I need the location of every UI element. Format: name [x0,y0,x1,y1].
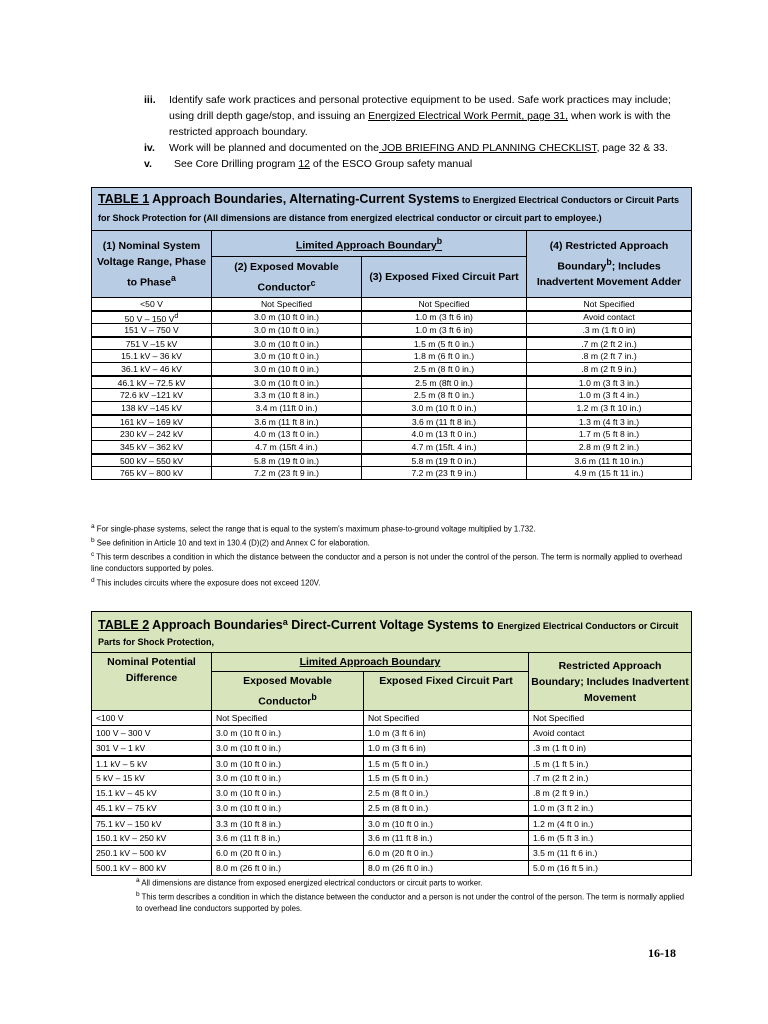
col-header-limited-approach: Limited Approach Boundary [212,652,529,671]
instruction-list [144,92,689,172]
table-cell: 3.0 m (10 ft 0 in.) [212,363,362,376]
table-row [92,771,692,786]
table-row [92,376,692,389]
table-cell: 3.0 m (10 ft 0 in.) [212,337,362,350]
table-cell: 1.2 m (3 ft 10 in.) [527,402,692,415]
table-cell: 3.0 m (10 ft 0 in.) [212,311,362,324]
list-text: See Core Drilling program [174,158,299,170]
table-cell: 150.1 kV – 250 kV [92,831,212,846]
table-cell: .3 m (1 ft 0 in) [529,741,692,756]
table-cell: Not Specified [527,298,692,311]
table-cell: 8.0 m (26 ft 0 in.) [364,861,529,876]
table-cell: 3.5 m (11 ft 6 in.) [529,846,692,861]
list-text: of the ESCO Group safety manual [310,158,473,170]
table-row [92,350,692,363]
list-text: Work will be planned and documented on the [169,142,379,154]
table-cell: 3.6 m (11 ft 8 in.) [212,415,362,428]
table-cell: 345 kV – 362 kV [92,441,212,454]
col-header-exposed-movable: (2) Exposed Movable Conductor$^c$ [212,256,362,298]
table-cell: 15.1 kV – 36 kV [92,350,212,363]
col-header-restricted-approach: Restricted Approach Boundary; Includes Inadvertent Movement [529,652,692,711]
table-cell: 1.7 m (5 ft 8 in.) [527,428,692,441]
table-cell: .3 m (1 ft 0 in) [527,324,692,337]
table-cell: 45.1 kV – 75 kV [92,801,212,816]
table-row [92,402,692,415]
footnote: $^a$ For single-phase systems, select the range that is equal to the system's maximum phase-to-ground voltage multiplied by 1.732. [91,523,536,534]
table-cell: 2.5 m (8ft 0 in.) [362,376,527,389]
table-cell: Not Specified [362,298,527,311]
table-cell: 1.0 m (3 ft 6 in) [362,324,527,337]
list-number: v. [144,158,152,170]
table-cell: 3.0 m (10 ft 0 in.) [212,801,364,816]
table-row [92,726,692,741]
table-row [92,298,692,311]
table-row [92,741,692,756]
table-cell: 2.5 m (8 ft 0 in.) [364,786,529,801]
table-cell: Not Specified [212,298,362,311]
table-cell: 3.0 m (10 ft 0 in.) [364,816,529,831]
table-cell: 1.0 m (3 ft 6 in) [364,741,529,756]
list-number: iii. [144,94,156,106]
list-item [144,92,689,140]
table-cell: 1.5 m (5 ft 0 in.) [362,337,527,350]
table-row [92,801,692,816]
table-cell: 7.2 m (23 ft 9 in.) [362,467,527,480]
table-cell: 765 kV – 800 kV [92,467,212,480]
footnote: $^b$ This term describes a condition in which the distance between the conductor and a person is not under the control of the person. The term is normally applied to overhead line conductors supported by poles. [136,891,685,914]
table-cell: 15.1 kV – 45 kV [92,786,212,801]
table-cell: 2.8 m (9 ft 2 in.) [527,441,692,454]
footnote: $^c$ This term describes a condition in which the distance between the conductor and a person is not under the control of the person. The term is normally applied to overhead line conductors supported by poles. [91,551,683,574]
table-cell: 2.5 m (8 ft 0 in.) [362,363,527,376]
table-cell: 3.6 m (11 ft 10 in.) [527,454,692,467]
table-cell: <50 V [92,298,212,311]
dc-approach-boundaries-table [91,611,692,876]
table-cell: 1.5 m (5 ft 0 in.) [364,771,529,786]
table-cell: 3.0 m (10 ft 0 in.) [212,756,364,771]
list-text: Identify safe work practices and personal protective equipment to be used. Safe work practices may include; using drill depth gage/stop, and issuing an [169,94,671,122]
table-cell: 3.4 m (11ft 0 in.) [212,402,362,415]
table-cell: Not Specified [364,711,529,726]
table-cell: 138 kV –145 kV [92,402,212,415]
table-cell: 1.5 m (5 ft 0 in.) [364,756,529,771]
table-cell: 301 V – 1 kV [92,741,212,756]
table-cell: .5 m (1 ft 5 in.) [529,756,692,771]
col-header-limited-approach: Limited Approach Boundary$^b$ [212,231,527,257]
footnote: $^d$ This includes circuits where the exposure does not exceed 120V. [91,576,321,588]
table-cell: 1.0 m (3 ft 6 in) [362,311,527,324]
table-cell: 75.1 kV – 150 kV [92,816,212,831]
col-header-exposed-movable: Exposed Movable Conductor$^b$ [212,671,364,711]
list-number: iv. [144,142,155,154]
table-cell: 8.0 m (26 ft 0 in.) [212,861,364,876]
table-cell: Not Specified [529,711,692,726]
table-cell: 5.8 m (19 ft 0 in.) [212,454,362,467]
table-cell: 46.1 kV – 72.5 kV [92,376,212,389]
table-cell: 3.0 m (10 ft 0 in.) [212,726,364,741]
table-row [92,389,692,402]
table-cell: Not Specified [212,711,364,726]
table-cell: 3.0 m (10 ft 0 in.) [212,741,364,756]
table-row [92,337,692,350]
table-cell: .7 m (2 ft 2 in.) [529,771,692,786]
table-cell: 3.3 m (10 ft 8 in.) [212,816,364,831]
table-row [92,467,692,480]
page-number: 16-18 [648,946,676,960]
col-header-nominal-potential: Nominal Potential Difference [92,652,212,711]
table-row [92,441,692,454]
table-cell: 3.0 m (10 ft 0 in.) [212,786,364,801]
table-cell: 6.0 m (20 ft 0 in.) [212,846,364,861]
table-cell: .8 m (2 ft 9 in.) [527,363,692,376]
table-cell: 5.0 m (16 ft 5 in.) [529,861,692,876]
table-row [92,831,692,846]
footnote: $^a$ All dimensions are distance from exposed energized electrical conductors or circuit parts to worker. [136,877,483,888]
table-cell: .8 m (2 ft 9 in.) [529,786,692,801]
table-cell: 4.0 m (13 ft 0 in.) [212,428,362,441]
list-item [144,140,689,156]
table-cell: 500.1 kV – 800 kV [92,861,212,876]
ac-approach-boundaries-table [91,187,692,480]
table-cell: .7 m (2 ft 2 in.) [527,337,692,350]
table-row [92,454,692,467]
table-cell: 72.6 kV –121 kV [92,389,212,402]
list-text: when work is with the restricted approach boundary. [169,110,671,138]
col-header-exposed-fixed: Exposed Fixed Circuit Part [364,671,529,711]
table-row [92,363,692,376]
table-row [92,756,692,771]
table2-title: TABLE 2 Approach Boundaries$^a$ Direct-Current Voltage Systems to Energized Electrical Conductors or Circuit Parts for Shock Protection, [92,612,692,653]
table-cell: 1.2 m (4 ft 0 in.) [529,816,692,831]
table-cell: 3.6 m (11 ft 8 in.) [212,831,364,846]
table-row [92,324,692,337]
table-cell: 3.0 m (10 ft 0 in.) [212,771,364,786]
work-permit-link[interactable]: Energized Electrical Work Permit, page 31, [368,110,569,122]
table-cell: 50 V – 150 $V^d$ [92,311,212,324]
table-row [92,786,692,801]
table-cell: 4.7 m (15ft. 4 in.) [362,441,527,454]
table-cell: 161 kV – 169 kV [92,415,212,428]
table-row [92,428,692,441]
table-cell: 100 V – 300 V [92,726,212,741]
table-cell: 3.0 m (10 ft 0 in.) [362,402,527,415]
table-cell: 1.6 m (5 ft 3 in.) [529,831,692,846]
program-link[interactable]: 12 [298,158,310,170]
table1-title: TABLE 1 Approach Boundaries, Alternating-Current Systems to Energized Electrical Conductors or Circuit Parts for Shock Protection for (All dimensions are distance from energized electrical conductor or circuit part to employee.) [92,188,692,231]
list-text: , page 32 & 33. [596,142,668,154]
table-cell: 1.8 m (6 ft 0 in.) [362,350,527,363]
table-cell: 1.0 m (3 ft 4 in.) [527,389,692,402]
table2-footnotes [136,875,691,915]
table-cell: 3.0 m (10 ft 0 in.) [212,376,362,389]
table-cell: 2.5 m (8 ft 0 in.) [364,801,529,816]
table-cell: 7.2 m (23 ft 9 in.) [212,467,362,480]
table-cell: 151 V – 750 V [92,324,212,337]
table-cell: 1.0 m (3 ft 3 in.) [527,376,692,389]
table-cell: 4.9 m (15 ft 11 in.) [527,467,692,480]
table1-footnotes [91,521,691,589]
table-row [92,711,692,726]
table-cell: 1.1 kV – 5 kV [92,756,212,771]
table-cell: 3.0 m (10 ft 0 in.) [212,350,362,363]
table-cell: .8 m (2 ft 7 in.) [527,350,692,363]
table-cell: 4.0 m (13 ft 0 in.) [362,428,527,441]
table-cell: 5 kV – 15 kV [92,771,212,786]
table-cell: 3.6 m (11 ft 8 in.) [364,831,529,846]
table-cell: 1.0 m (3 ft 6 in) [364,726,529,741]
table-cell: 5.8 m (19 ft 0 in.) [362,454,527,467]
table-row [92,846,692,861]
table-cell: 3.3 m (10 ft 8 in.) [212,389,362,402]
table-row [92,415,692,428]
table-cell: 3.0 m (10 ft 0 in.) [212,324,362,337]
table-cell: 6.0 m (20 ft 0 in.) [364,846,529,861]
table-cell: 3.6 m (11 ft 8 in.) [362,415,527,428]
table-row [92,816,692,831]
checklist-link[interactable]: JOB BRIEFING AND PLANNING CHECKLIST [378,142,597,154]
table-cell: 36.1 kV – 46 kV [92,363,212,376]
col-header-restricted-approach: (4) Restricted Approach Boundary$^b$; Includes Inadvertent Movement Adder [527,231,692,298]
table-cell: 250.1 kV – 500 kV [92,846,212,861]
table-cell: 4.7 m (15ft 4 in.) [212,441,362,454]
col-header-exposed-fixed: (3) Exposed Fixed Circuit Part [362,256,527,298]
table-cell: 1.3 m (4 ft 3 in.) [527,415,692,428]
footnote: $^b$ See definition in Article 10 and text in 130.4 (D)(2) and Annex C for elaboration. [91,537,370,548]
table-cell: <100 V [92,711,212,726]
table-cell: 751 V –15 kV [92,337,212,350]
table-row [92,311,692,324]
table-cell: Avoid contact [529,726,692,741]
col-header-nominal-voltage: (1) Nominal System Voltage Range, Phase to Phase$^a$ [92,231,212,298]
table-cell: 500 kV – 550 kV [92,454,212,467]
table-cell: Avoid contact [527,311,692,324]
list-item [144,156,689,172]
table-cell: 2.5 m (8 ft 0 in.) [362,389,527,402]
table-cell: 1.0 m (3 ft 2 in.) [529,801,692,816]
table-row [92,861,692,876]
table-cell: 230 kV – 242 kV [92,428,212,441]
